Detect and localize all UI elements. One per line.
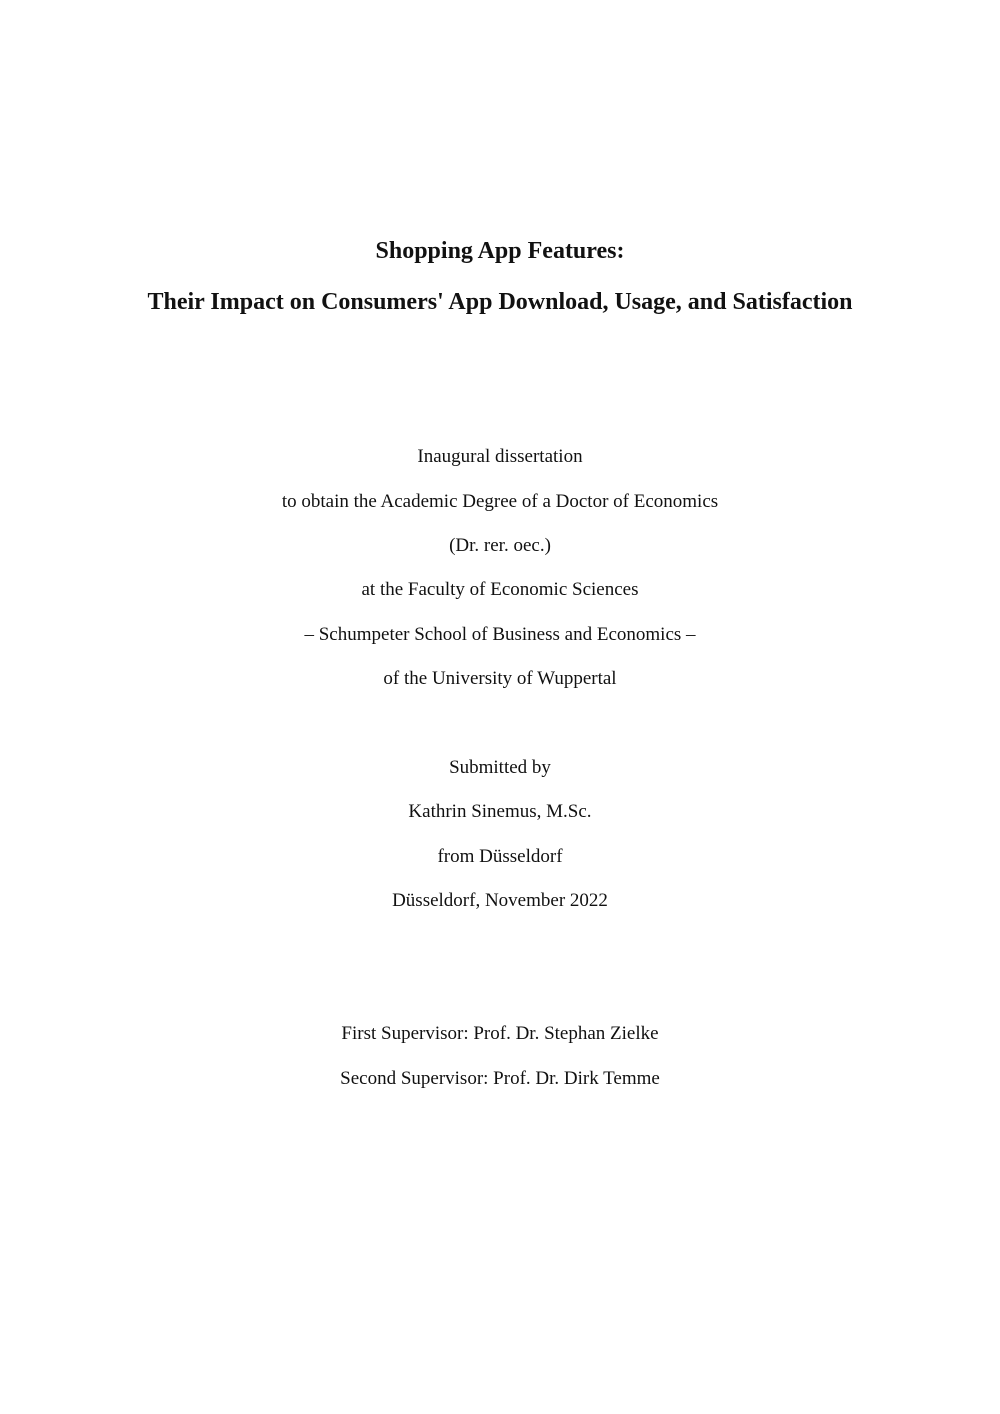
title-line-2: Their Impact on Consumers' App Download, Usage, and Satisfaction: [147, 289, 853, 315]
title-line-1: Shopping App Features:: [375, 238, 625, 264]
first-supervisor: First Supervisor: Prof. Dr. Stephan Zielke: [341, 1023, 659, 1044]
university: of the University of Wuppertal: [383, 668, 617, 689]
author-origin: from Düsseldorf: [437, 846, 563, 867]
faculty: at the Faculty of Economic Sciences: [361, 579, 639, 600]
place-and-date: Düsseldorf, November 2022: [392, 890, 608, 911]
degree-abbreviation: (Dr. rer. oec.): [449, 535, 551, 556]
submitted-by-label: Submitted by: [449, 757, 551, 778]
degree-purpose: to obtain the Academic Degree of a Doctor of Economics: [281, 491, 719, 512]
dissertation-type: Inaugural dissertation: [417, 446, 583, 467]
second-supervisor: Second Supervisor: Prof. Dr. Dirk Temme: [340, 1068, 660, 1089]
school: – Schumpeter School of Business and Economics –: [304, 624, 696, 645]
author-name: Kathrin Sinemus, M.Sc.: [408, 801, 592, 822]
